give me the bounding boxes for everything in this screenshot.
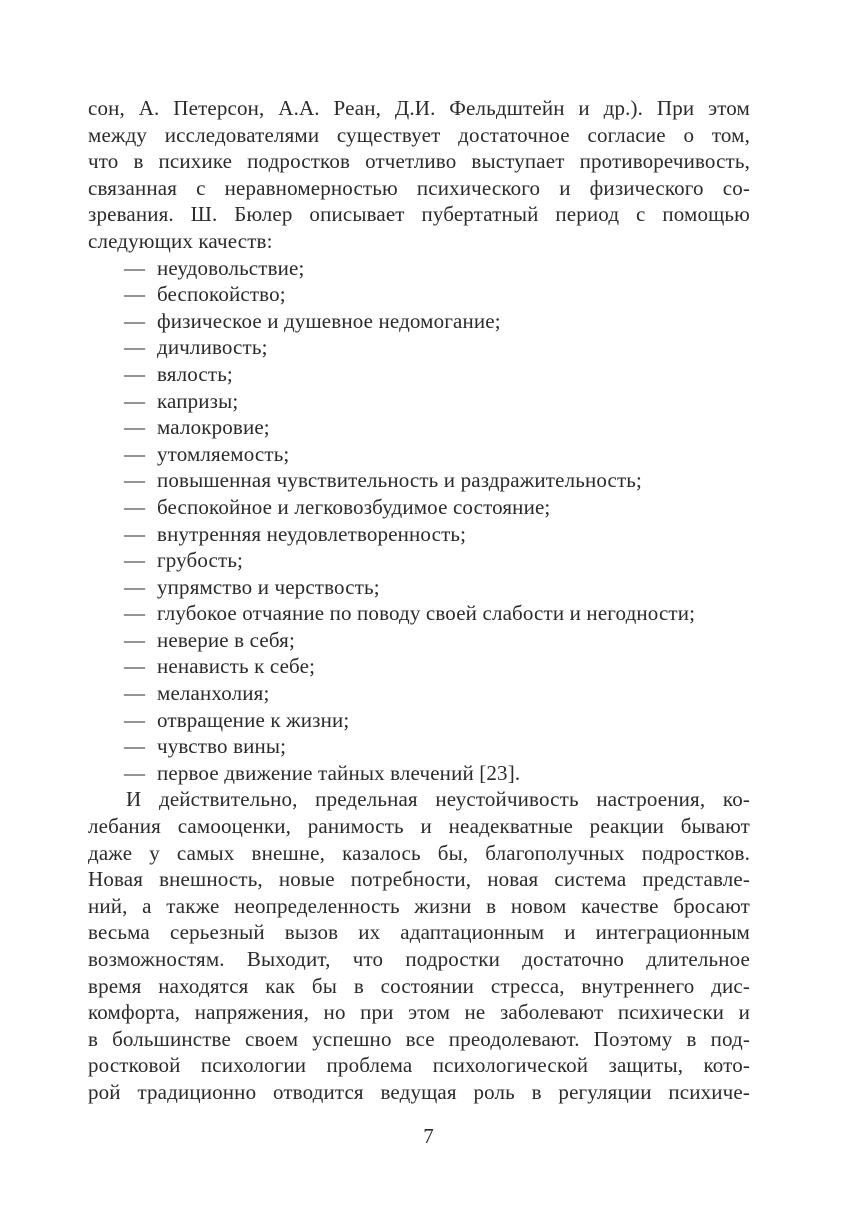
list-item — [88, 760, 750, 787]
dash-marker: — — [124, 255, 146, 280]
list-item — [88, 361, 750, 388]
paragraph-line: ростковой психологии проблема психологической защиты, кото- — [88, 1053, 750, 1078]
list-item — [88, 388, 750, 415]
list-item-text: глубокое отчаяние по поводу своей слабости и негодности; — [157, 601, 696, 626]
dash-marker: — — [124, 521, 146, 546]
list-item-text: капризы; — [157, 388, 239, 413]
dash-marker: — — [124, 707, 146, 732]
paragraph-line: время находятся как бы в состоянии стресса, внутреннего дис- — [88, 973, 750, 998]
dash-marker: — — [124, 601, 146, 626]
dash-marker: — — [124, 494, 146, 519]
list-item-text: грубость; — [157, 548, 244, 573]
list-item-text: вялость; — [157, 361, 233, 386]
paragraph-line: лебания самооценки, ранимость и неадекватные реакции бывают — [88, 814, 750, 839]
dash-marker: — — [124, 548, 146, 573]
intro-line: зревания. Ш. Бюлер описывает пубертатный период с помощью — [88, 202, 750, 227]
list-item-text: меланхолия; — [157, 681, 270, 706]
list-item-text: беспокойство; — [157, 282, 286, 307]
dash-marker: — — [124, 468, 146, 493]
dash-marker: — — [124, 282, 146, 307]
dash-marker: — — [124, 734, 146, 759]
list-item-text: малокровие; — [157, 415, 270, 440]
paragraph-line: в большинстве своем успешно все преодолевают. Поэтому в под- — [88, 1026, 750, 1051]
list-item — [88, 547, 750, 574]
dash-marker: — — [124, 308, 146, 333]
list-item — [88, 494, 750, 521]
list-item-text: дичливость; — [157, 335, 268, 360]
list-item — [88, 334, 750, 361]
list-item-text: неудовольствие; — [157, 255, 305, 280]
intro-line: между исследователями существует достаточное согласие о том, — [88, 122, 750, 147]
paragraph-line: И действительно, предельная неустойчивость настроения, ко- — [126, 787, 750, 812]
list-item-text: чувство вины; — [157, 734, 287, 759]
dash-marker: — — [124, 654, 146, 679]
list-item — [88, 680, 750, 707]
list-item — [88, 414, 750, 441]
paragraph-line: рой традиционно отводится ведущая роль в регуляции психиче- — [88, 1079, 750, 1104]
page-body — [88, 95, 750, 1106]
intro-line: что в психике подростков отчетливо выступает противоречивость, — [88, 149, 750, 174]
intro-paragraph — [88, 95, 750, 255]
intro-line: следующих качеств: — [88, 228, 273, 253]
list-item — [88, 733, 750, 760]
paragraph-line: Новая внешность, новые потребности, новая система представле- — [88, 867, 750, 892]
dash-marker: — — [124, 415, 146, 440]
list-item — [88, 653, 750, 680]
dash-marker: — — [124, 335, 146, 360]
intro-line: связанная с неравномерностью психического и физического со- — [88, 175, 750, 200]
list-item-text: первое движение тайных влечений [23]. — [157, 760, 521, 785]
dash-marker: — — [124, 574, 146, 599]
list-item-text: физическое и душевное недомогание; — [157, 308, 501, 333]
list-item-text: внутренняя неудовлетворенность; — [157, 521, 467, 546]
dash-marker: — — [124, 760, 146, 785]
list-item-text: неверие в себя; — [157, 627, 295, 652]
main-paragraph — [88, 786, 750, 1105]
paragraph-line: возможностям. Выходит, что подростки достаточно длительное — [88, 947, 750, 971]
list-item — [88, 467, 750, 494]
list-item-text: повышенная чувствительность и раздражительность; — [157, 468, 643, 493]
list-item — [88, 441, 750, 468]
list-item-text: ненависть к себе; — [157, 654, 316, 679]
dash-marker: — — [124, 627, 146, 652]
intro-line: сон, А. Петерсон, А.А. Реан, Д.И. Фельдштейн и др.). При этом — [88, 96, 750, 120]
list-item-text: утомляемость; — [157, 441, 290, 466]
paragraph-line: комфорта, напряжения, но при этом не заболевают психически и — [88, 1000, 750, 1025]
list-item-text: отвращение к жизни; — [157, 707, 350, 732]
dash-marker: — — [124, 441, 146, 466]
dash-marker: — — [124, 361, 146, 386]
paragraph-line: весьма серьезный вызов их адаптационным и интеграционным — [88, 920, 750, 945]
list-item — [88, 627, 750, 654]
list-item — [88, 255, 750, 282]
dash-marker: — — [124, 681, 146, 706]
qualities-list — [88, 255, 750, 787]
paragraph-line: ний, а также неопределенность жизни в новом качестве бросают — [88, 893, 750, 918]
page-number: 7 — [423, 1124, 434, 1148]
list-item — [88, 574, 750, 601]
list-item — [88, 521, 750, 548]
list-item — [88, 707, 750, 734]
list-item-text: беспокойное и легковозбудимое состояние; — [157, 494, 551, 519]
dash-marker: — — [124, 388, 146, 413]
list-item — [88, 600, 750, 627]
list-item — [88, 308, 750, 335]
list-item-text: упрямство и черствость; — [157, 574, 380, 599]
list-item — [88, 281, 750, 308]
paragraph-line: даже у самых внешне, казалось бы, благополучных подростков. — [88, 840, 750, 865]
